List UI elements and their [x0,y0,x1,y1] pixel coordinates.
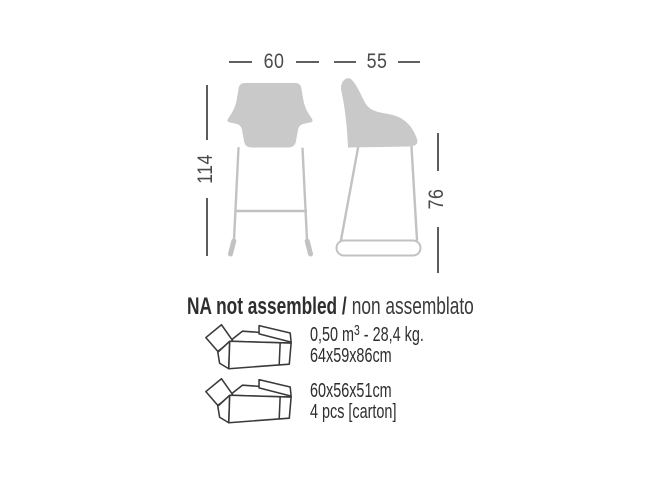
quantity-text: 4 pcs [carton] [310,401,397,423]
packaging-spec-2 [310,381,396,423]
dimension-front-width: 60 [263,50,285,73]
volume-weight-text [310,321,424,346]
assembly-heading-en: NA not assembled / [187,293,347,320]
sled-base-runner [337,241,421,256]
dimension-total-height: 114 [194,154,217,184]
dimension-side-width: 55 [366,50,388,73]
carton-size-text: 64x59x86cm [310,345,392,367]
front-stool-shell [227,83,312,148]
front-left-foot [231,241,234,254]
front-right-leg [303,148,308,240]
front-left-leg [234,148,239,240]
volume-exponent: 3 [354,323,360,339]
shell-mount-hole-left [234,144,239,148]
shell-mount-hole-right [300,144,305,148]
sled-front-leg [412,147,418,240]
weight-value: - 28,4 kg. [359,324,424,346]
dimension-seat-height: 76 [425,188,448,210]
carton-box-icon [200,322,297,377]
front-right-foot [307,241,310,254]
assembly-heading [187,293,474,321]
side-view-stool [337,78,421,255]
packaging-spec-1 [310,321,424,367]
side-stool-shell [341,78,417,147]
carton-size-text: 60x56x51cm [310,380,392,402]
sled-back-leg [341,148,358,240]
front-view-stool [227,83,312,254]
carton-box-icon [200,376,297,431]
assembly-heading-it: non assemblato [351,293,474,320]
volume-value: 0,50 m [310,324,355,346]
